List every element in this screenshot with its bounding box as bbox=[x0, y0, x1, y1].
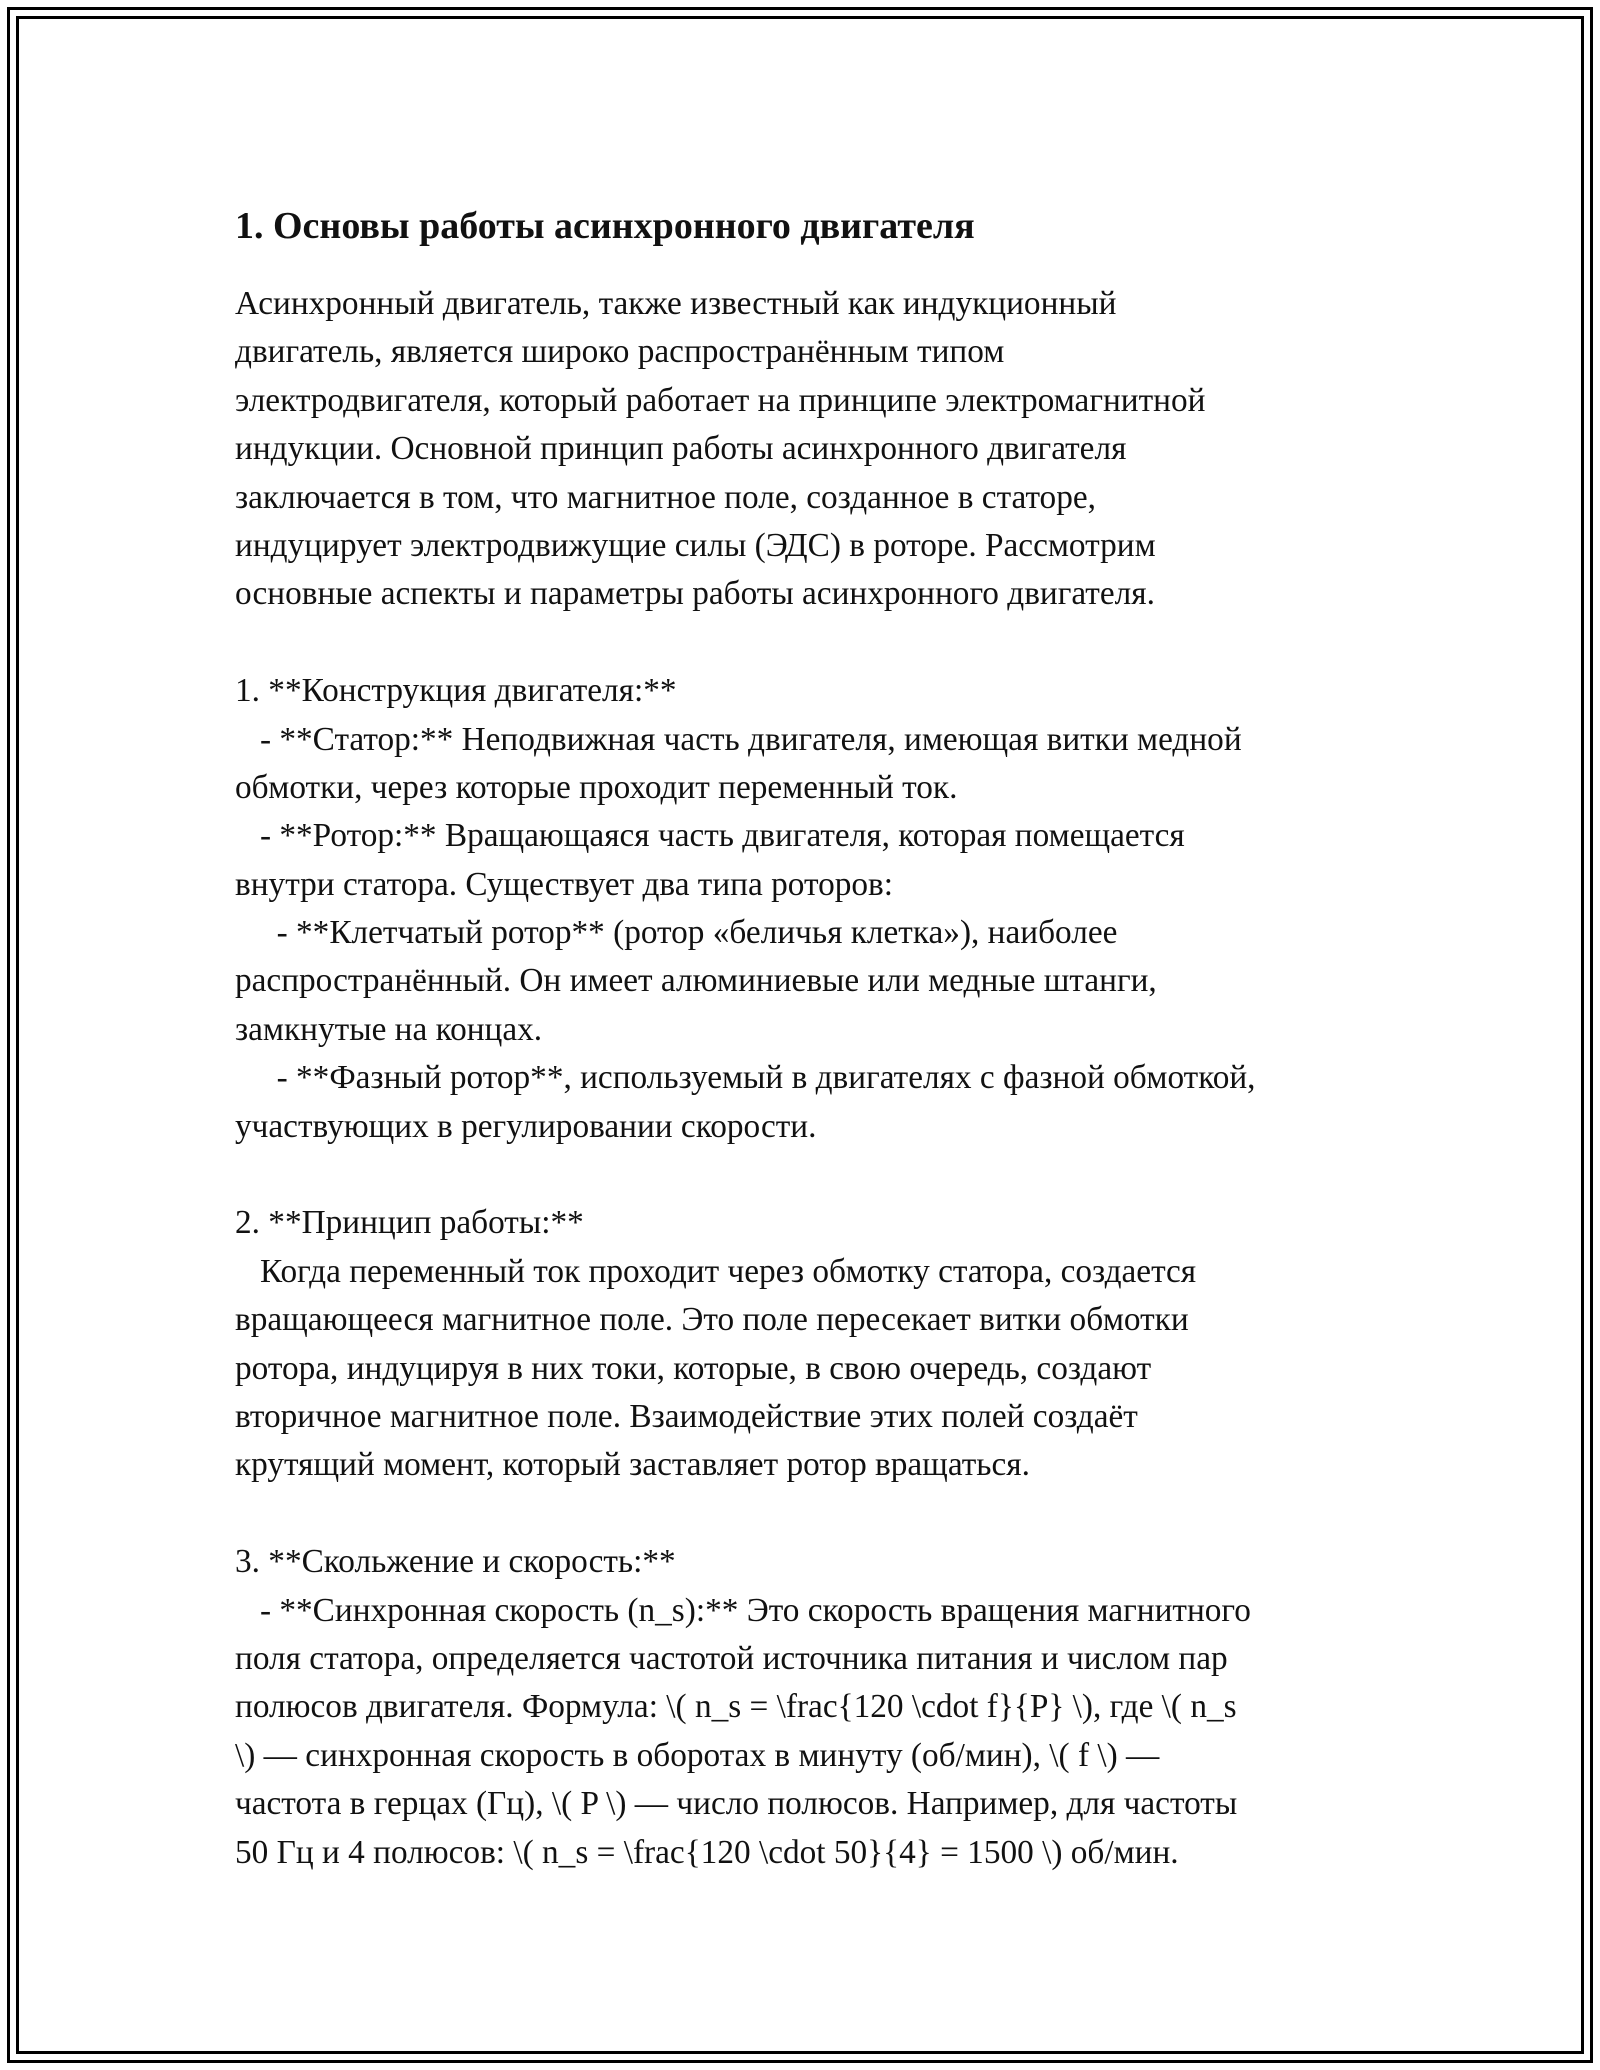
intro-paragraph bbox=[235, 280, 1395, 619]
text-line: обмотки, через которые проходит переменный ток. bbox=[235, 768, 958, 806]
text-line: заключается в том, что магнитное поле, созданное в статоре, bbox=[235, 478, 1096, 516]
text-line: полюсов двигателя. Формула: \( n_s = \frac{120 \cdot f}{P} \), где \( n_s bbox=[235, 1688, 1237, 1726]
text-line: электродвигателя, который работает на принципе электромагнитной bbox=[235, 381, 1206, 419]
construction-section bbox=[235, 667, 1395, 1151]
text-line: вращающееся магнитное поле. Это поле пересекает витки обмотки bbox=[235, 1301, 1189, 1339]
document-body bbox=[235, 178, 1395, 1877]
text-line: 50 Гц и 4 полюсов: \( n_s = \frac{120 \cdot 50}{4} = 1500 \) об/мин. bbox=[235, 1833, 1179, 1871]
list-heading: 3. **Скольжение и скорость:** bbox=[235, 1543, 676, 1581]
text-line: поля статора, определяется частотой источника питания и числом пар bbox=[235, 1639, 1228, 1677]
text-line: распространённый. Он имеет алюминиевые или медные штанги, bbox=[235, 962, 1157, 1000]
text-line: внутри статора. Существует два типа роторов: bbox=[235, 865, 893, 903]
blank-line bbox=[235, 1151, 1395, 1199]
blank-line bbox=[235, 619, 1395, 667]
list-heading: 2. **Принцип работы:** bbox=[235, 1204, 584, 1242]
list-item: - **Синхронная скорость (n_s):** Это скорость вращения магнитного bbox=[235, 1591, 1251, 1629]
section-heading: 1. Основы работы асинхронного двигателя bbox=[235, 205, 975, 247]
text-line: замкнутые на концах. bbox=[235, 1010, 543, 1048]
text-line: двигатель, является широко распространённым типом bbox=[235, 333, 1005, 371]
list-item: - **Фазный ротор**, используемый в двигателях с фазной обмоткой, bbox=[235, 1059, 1256, 1097]
text-line: Когда переменный ток проходит через обмотку статора, создается bbox=[235, 1252, 1197, 1290]
text-line: Асинхронный двигатель, также известный как индукционный bbox=[235, 285, 1117, 322]
slip-speed-section bbox=[235, 1538, 1395, 1877]
text-line: индуцирует электродвижущие силы (ЭДС) в роторе. Рассмотрим bbox=[235, 526, 1156, 564]
list-heading: 1. **Конструкция двигателя:** bbox=[235, 672, 677, 710]
text-line: индукции. Основной принцип работы асинхронного двигателя bbox=[235, 430, 1127, 468]
principle-section bbox=[235, 1199, 1395, 1489]
list-item: - **Ротор:** Вращающаяся часть двигателя, которая помещается bbox=[235, 817, 1185, 855]
text-line: ротора, индуцируя в них токи, которые, в свою очередь, создают bbox=[235, 1349, 1152, 1387]
list-item: - **Клетчатый ротор** (ротор «беличья клетка»), наиболее bbox=[235, 914, 1118, 952]
text-line: частота в герцах (Гц), \( P \) — число полюсов. Например, для частоты bbox=[235, 1785, 1238, 1823]
text-line: основные аспекты и параметры работы асинхронного двигателя. bbox=[235, 575, 1155, 613]
text-line: \) — синхронная скорость в оборотах в минуту (об/мин), \( f \) — bbox=[235, 1736, 1160, 1774]
blank-line bbox=[235, 1490, 1395, 1538]
text-line: участвующих в регулировании скорости. bbox=[235, 1107, 817, 1145]
list-item: - **Статор:** Неподвижная часть двигателя, имеющая витки медной bbox=[235, 720, 1242, 758]
text-line: вторичное магнитное поле. Взаимодействие этих полей создаёт bbox=[235, 1397, 1138, 1435]
text-line: крутящий момент, который заставляет ротор вращаться. bbox=[235, 1446, 1030, 1484]
